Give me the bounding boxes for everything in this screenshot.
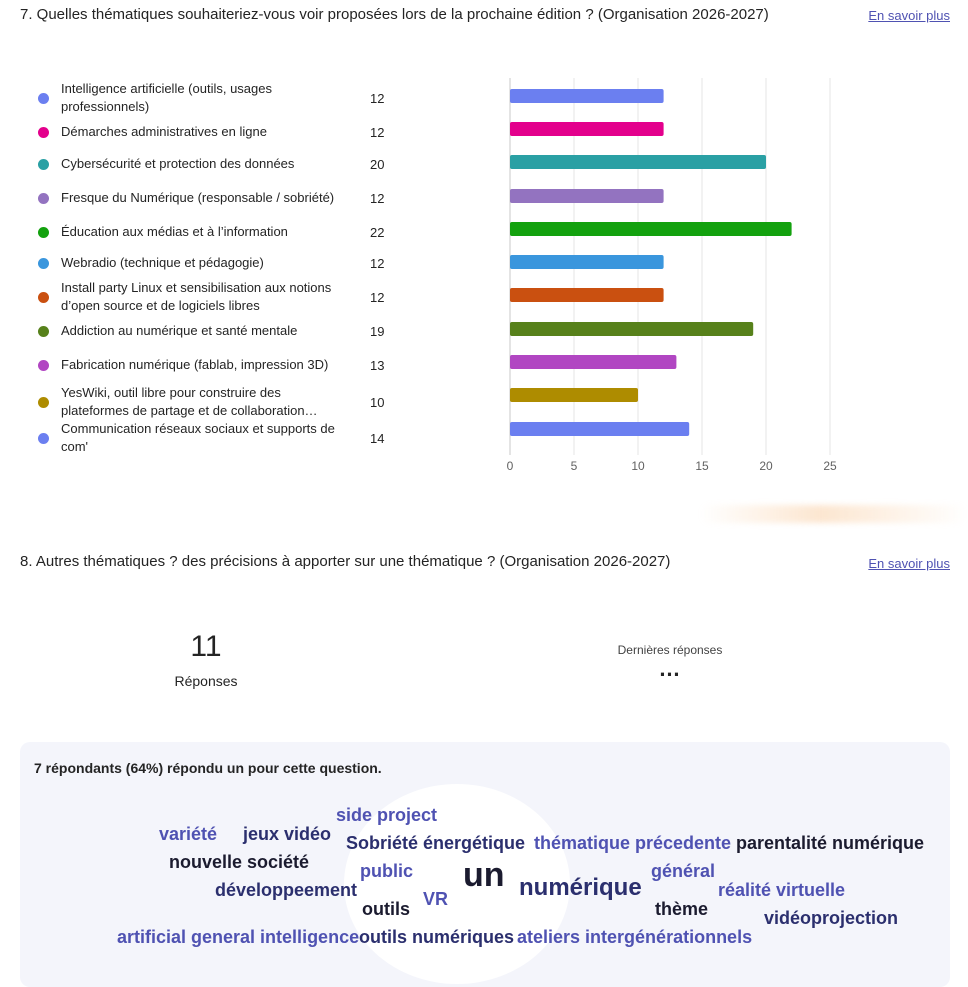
legend-item: [38, 222, 398, 242]
x-tick-label: 20: [759, 459, 773, 473]
word-cloud-word: public: [360, 861, 413, 881]
legend-dot-icon: [38, 258, 49, 269]
chart-bar[interactable]: [510, 388, 638, 402]
word-cloud-word: numérique: [519, 874, 642, 901]
legend-label: Fresque du Numérique (responsable / sobriété): [61, 190, 335, 205]
word-cloud-word: VR: [423, 889, 449, 909]
chart-bar[interactable]: [510, 322, 753, 336]
legend-label: Intelligence artificielle (outils, usages professionnels): [61, 81, 272, 114]
word-cloud-word: vidéoprojection: [764, 908, 899, 928]
word-cloud-word: Sobriété énergétique: [346, 833, 526, 853]
x-tick-label: 5: [570, 459, 578, 473]
word-cloud-word: jeux vidéo: [243, 824, 332, 844]
x-tick-label: 25: [823, 459, 837, 473]
legend-item: [38, 279, 398, 315]
legend-count: 22: [370, 224, 385, 240]
legend-count: 12: [370, 190, 385, 206]
chart-bar[interactable]: [510, 222, 792, 236]
question-8-title: 8. Autres thématiques ? des précisions à apporter sur une thématique ? (Organisation 2026-2027): [20, 553, 671, 570]
section-divider-glow: [700, 505, 968, 523]
chart-bar[interactable]: [510, 255, 664, 269]
legend-dot-icon: [38, 326, 49, 337]
legend-label: Communication réseaux sociaux et supports de com': [61, 421, 335, 454]
word-cloud-word: outils numériques: [359, 927, 515, 947]
x-tick-label: 0: [506, 459, 514, 473]
question-7-title: 7. Quelles thématiques souhaiteriez-vous voir proposées lors de la prochaine édition ? (Organisation 2026-2027): [20, 6, 769, 23]
word-cloud-summary: 7 répondants (64%) répondu un pour cette question.: [34, 760, 382, 776]
chart-bar[interactable]: [510, 189, 664, 203]
legend-dot-icon: [38, 292, 49, 303]
legend-item: [38, 384, 398, 420]
legend-item: [38, 180, 398, 216]
legend-label: Démarches administratives en ligne: [61, 124, 267, 139]
chart-bar[interactable]: [510, 122, 664, 136]
legend-label: Webradio (technique et pédagogie): [61, 255, 264, 270]
legend-item: [38, 80, 398, 116]
legend-label: Addiction au numérique et santé mentale: [61, 323, 298, 338]
legend-dot-icon: [38, 360, 49, 371]
word-cloud-word: outils: [362, 899, 410, 919]
word-cloud-word: parentalité numérique: [736, 833, 925, 853]
x-tick-label: 15: [695, 459, 709, 473]
word-cloud-word: thématique précedente: [534, 833, 732, 853]
legend-count: 12: [370, 289, 385, 305]
latest-responses-label: Dernières réponses: [617, 643, 723, 657]
legend-label: YesWiki, outil libre pour construire des plateformes de partage et de collaboration…: [61, 385, 318, 418]
legend-count: 12: [370, 90, 385, 106]
legend-dot-icon: [38, 127, 49, 138]
legend-label: Install party Linux et sensibilisation aux notions d’open source et de logiciels libres: [61, 280, 332, 313]
legend-dot-icon: [38, 227, 49, 238]
q8-learn-more-link[interactable]: En savoir plus: [868, 556, 950, 571]
legend-count: 20: [370, 156, 385, 172]
legend-count: 12: [370, 124, 385, 140]
word-cloud-word: développeement: [215, 880, 358, 900]
word-cloud-word: ateliers intergénérationnels: [517, 927, 753, 947]
responses-count: 11: [190, 630, 222, 663]
legend-item: [38, 122, 398, 142]
word-cloud-word: général: [651, 861, 716, 881]
legend-item: [38, 253, 398, 273]
legend-count: 13: [370, 357, 385, 373]
word-cloud-word: artificial general intelligence: [117, 927, 360, 947]
legend-count: 14: [370, 430, 385, 446]
word-cloud-word: side project: [336, 805, 438, 825]
responses-label: Réponses: [174, 673, 238, 689]
chart-bar[interactable]: [510, 422, 689, 436]
legend-count: 10: [370, 394, 385, 410]
word-cloud-word: réalité virtuelle: [718, 880, 846, 900]
legend-dot-icon: [38, 159, 49, 170]
legend-dot-icon: [38, 433, 49, 444]
legend-count: 19: [370, 323, 385, 339]
bar-chart: [490, 70, 850, 480]
legend-item: [38, 321, 398, 341]
chart-bar[interactable]: [510, 288, 664, 302]
legend-item: [38, 154, 398, 174]
latest-responses-more-button[interactable]: …: [658, 656, 682, 681]
word-cloud-word: thème: [655, 899, 709, 919]
word-cloud-word: variété: [159, 824, 218, 844]
chart-bar[interactable]: [510, 355, 676, 369]
legend-dot-icon: [38, 397, 49, 408]
legend-item: [38, 420, 398, 456]
word-cloud-word: un: [463, 856, 505, 894]
chart-bar[interactable]: [510, 89, 664, 103]
word-cloud-word: nouvelle société: [169, 852, 310, 872]
legend-label: Cybersécurité et protection des données: [61, 156, 295, 171]
legend-dot-icon: [38, 193, 49, 204]
legend-label: Éducation aux médias et à l’information: [61, 224, 288, 239]
x-tick-label: 10: [631, 459, 645, 473]
legend-item: [38, 347, 398, 383]
q7-learn-more-link[interactable]: En savoir plus: [868, 8, 950, 23]
legend-dot-icon: [38, 93, 49, 104]
legend-count: 12: [370, 255, 385, 271]
legend-label: Fabrication numérique (fablab, impression 3D): [61, 357, 329, 372]
chart-bar[interactable]: [510, 155, 766, 169]
